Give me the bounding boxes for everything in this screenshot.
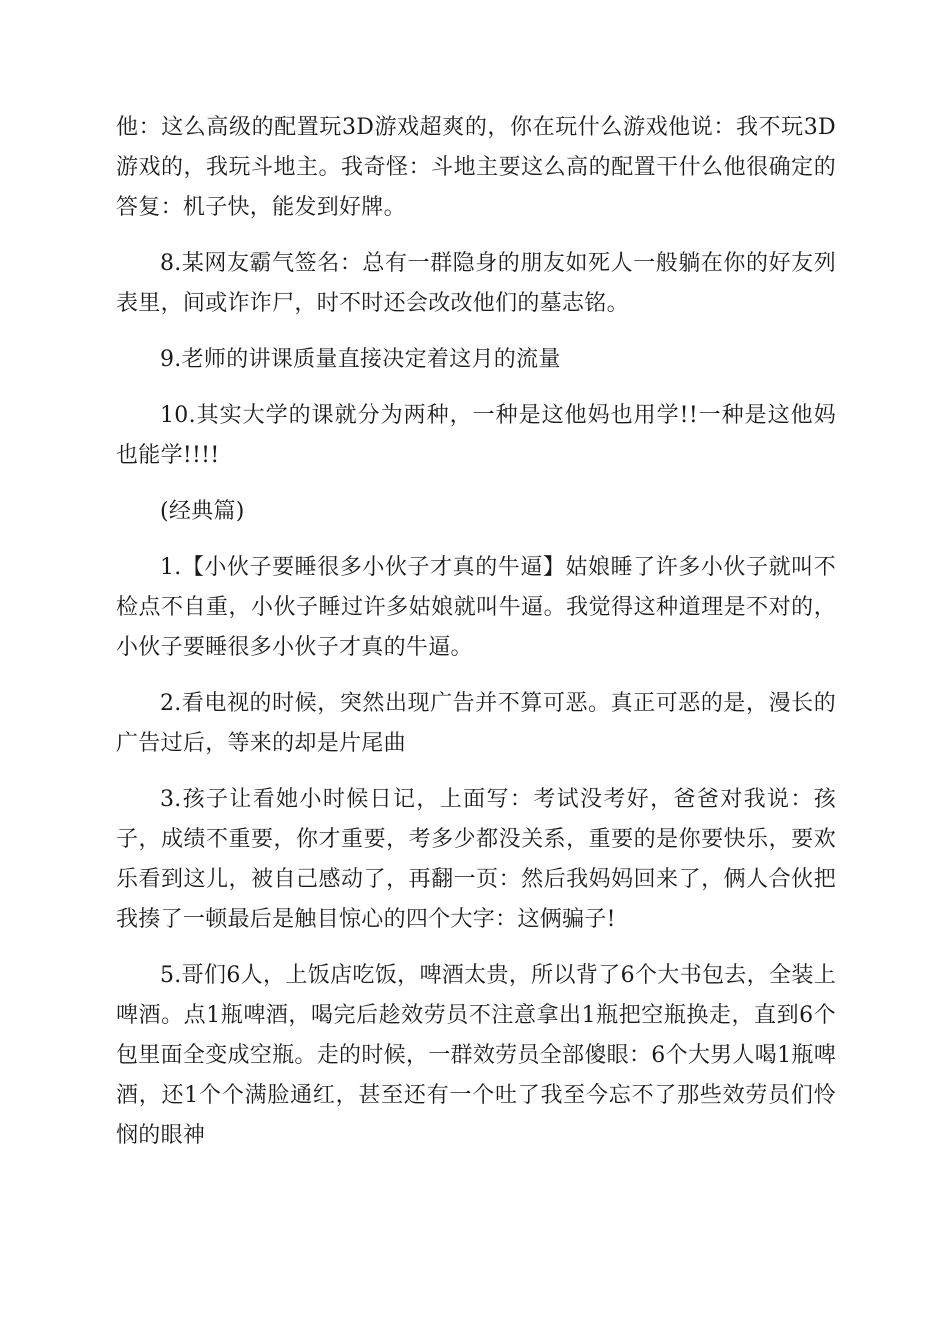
paragraph-item-10: 10.其实大学的课就分为两种，一种是这他妈也用学!!一种是这他妈也能学!!!! xyxy=(116,403,836,468)
section-heading-classic: (经典篇) xyxy=(160,499,245,524)
paragraph-item-9: 9.老师的讲课质量直接决定着这月的流量 xyxy=(160,347,561,372)
paragraph-continuation: 他：这么高级的配置玩3D游戏超爽的，你在玩什么游戏他说：我不玩3D游戏的，我玩斗地主。我奇怪：斗地主要这么高的配置干什么他很确定的答复：机子快，能发到好牌。 xyxy=(116,115,836,220)
document-page xyxy=(116,108,836,1156)
paragraph-classic-2: 2.看电视的时候，突然出现广告并不算可恶。真正可恶的是，漫长的广告过后，等来的却是片尾曲 xyxy=(116,691,836,756)
paragraph-classic-1: 1.【小伙子要睡很多小伙子才真的牛逼】姑娘睡了许多小伙子就叫不检点不自重，小伙子睡过许多姑娘就叫牛逼。我觉得这种道理是不对的，小伙子要睡很多小伙子才真的牛逼。 xyxy=(116,555,836,660)
paragraph-item-8: 8.某网友霸气签名：总有一群隐身的朋友如死人一般躺在你的好友列表里，间或诈诈尸，时不时还会改改他们的墓志铭。 xyxy=(116,251,836,316)
paragraph-classic-5: 5.哥们6人，上饭店吃饭，啤酒太贵，所以背了6个大书包去，全装上啤酒。点1瓶啤酒，喝完后趁效劳员不注意拿出1瓶把空瓶换走，直到6个包里面全变成空瓶。走的时候，一群效劳员全部傻眼：6个大男人喝1瓶啤酒，还1个个满脸通红，甚至还有一个吐了我至今忘不了那些效劳员们怜悯的眼神 xyxy=(116,963,836,1148)
paragraph-classic-3: 3.孩子让看她小时候日记，上面写：考试没考好，爸爸对我说：孩子，成绩不重要，你才重要，考多少都没关系，重要的是你要快乐，要欢乐看到这儿，被自己感动了，再翻一页：然后我妈妈回来了，俩人合伙把我揍了一顿最后是触目惊心的四个大字：这俩骗子! xyxy=(116,787,836,932)
